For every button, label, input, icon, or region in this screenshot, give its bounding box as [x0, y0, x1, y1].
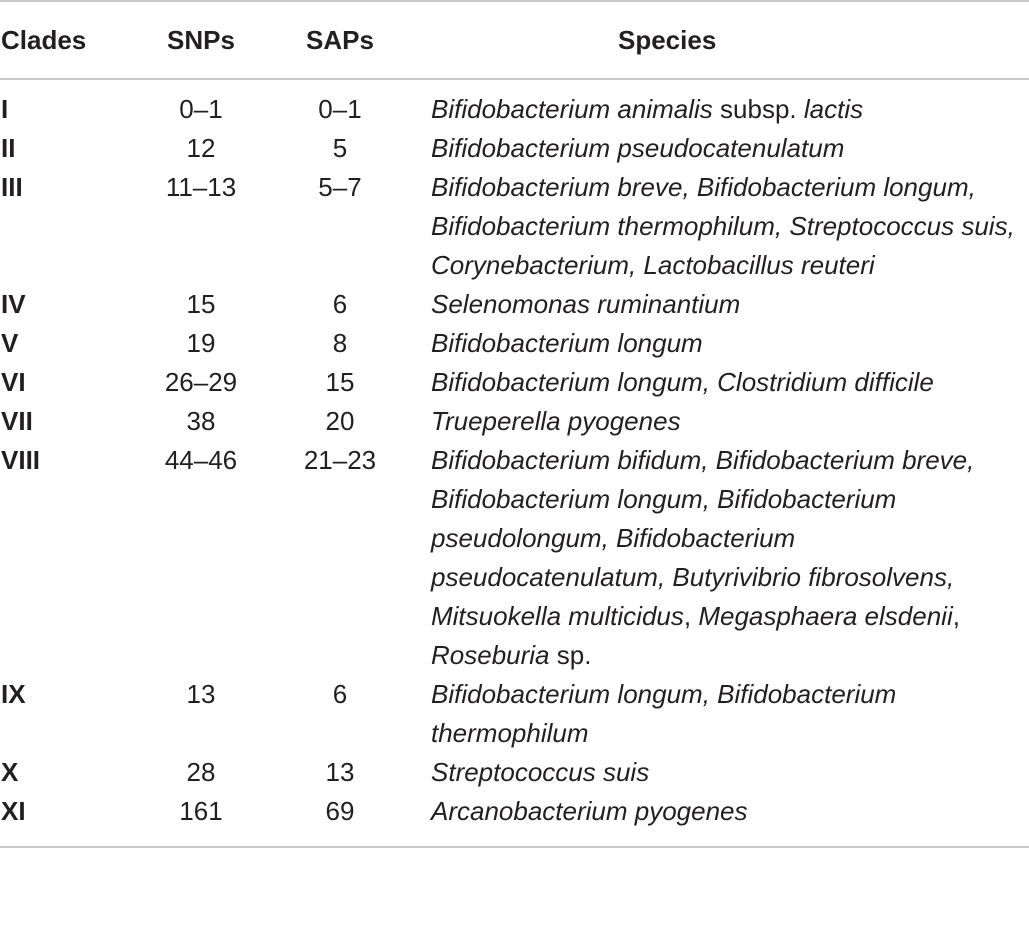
snps-cell: 12	[186, 133, 216, 163]
table-row	[0, 675, 1029, 753]
species-text: ,	[952, 601, 960, 631]
header-clades: Clades	[0, 1, 140, 79]
species-text: Bifidobacterium longum, Bifidobacterium thermophilum	[431, 679, 897, 748]
species-cell	[418, 402, 1029, 441]
saps-cell: 5	[332, 133, 348, 163]
species-text: Bifidobacterium bifidum, Bifidobacterium breve, Bifidobacterium longum, Bifidobacterium pseudolongum, Bifidobacterium pseudocatenulatum, Butyrivibrio fibrosolvens, Mitsuokella multicidus	[431, 445, 975, 631]
species-cell	[418, 79, 1029, 129]
header-saps: SAPs	[262, 1, 418, 79]
species-text: subsp.	[712, 94, 804, 124]
clade-cell: XI	[0, 792, 140, 847]
species-text: Trueperella pyogenes	[431, 406, 681, 436]
clade-cell: V	[1, 328, 19, 358]
species-cell	[418, 363, 1029, 402]
species-cell	[418, 324, 1029, 363]
species-cell	[418, 753, 1029, 792]
species-text: lactis	[803, 94, 864, 124]
species-cell	[418, 441, 1029, 675]
table-row	[0, 168, 1029, 285]
species-text: ,	[683, 601, 699, 631]
snps-cell: 0–1	[179, 94, 223, 124]
clade-cell: III	[1, 172, 23, 202]
table-row	[0, 324, 1029, 363]
saps-cell: 8	[332, 328, 348, 358]
species-cell	[418, 129, 1029, 168]
species-text: Megasphaera elsdenii	[698, 601, 953, 631]
snps-cell: 11–13	[165, 172, 237, 202]
species-text: Arcanobacterium pyogenes	[431, 796, 748, 826]
snps-cell: 19	[186, 328, 216, 358]
species-text: Bifidobacterium longum	[431, 328, 703, 358]
table-row	[0, 753, 1029, 792]
species-text: Roseburia	[431, 640, 550, 670]
snps-cell: 38	[186, 406, 216, 436]
snps-cell: 44–46	[164, 445, 238, 475]
saps-cell: 5–7	[318, 172, 362, 202]
clade-cell: VI	[1, 367, 26, 397]
snps-cell: 28	[186, 757, 216, 787]
species-text: Bifidobacterium pseudocatenulatum	[431, 133, 845, 163]
saps-cell: 6	[332, 679, 348, 709]
snps-cell: 26–29	[164, 367, 238, 397]
clade-cell: IV	[1, 289, 26, 319]
saps-cell: 69	[262, 792, 418, 847]
saps-cell: 6	[332, 289, 348, 319]
table-row	[0, 129, 1029, 168]
header-row	[0, 1, 1029, 79]
species-text: Selenomonas ruminantium	[431, 289, 741, 319]
table-body	[0, 79, 1029, 847]
species-text: Streptococcus suis	[431, 757, 650, 787]
species-cell	[418, 675, 1029, 753]
table-row	[0, 285, 1029, 324]
table-row	[0, 79, 1029, 129]
clade-cell: I	[1, 94, 9, 124]
saps-cell: 20	[325, 406, 355, 436]
table-row	[0, 363, 1029, 402]
table-header	[0, 1, 1029, 79]
clade-cell: IX	[1, 679, 26, 709]
species-text: Bifidobacterium breve, Bifidobacterium longum, Bifidobacterium thermophilum, Streptococcus suis, Corynebacterium, Lactobacillus reuteri	[431, 172, 1015, 280]
saps-cell: 21–23	[303, 445, 377, 475]
snps-cell: 13	[186, 679, 216, 709]
species-text: Bifidobacterium animalis	[431, 94, 713, 124]
saps-cell: 13	[325, 757, 355, 787]
species-cell	[418, 285, 1029, 324]
header-snps: SNPs	[140, 1, 262, 79]
saps-cell: 15	[325, 367, 355, 397]
snps-cell: 161	[140, 792, 262, 847]
table-row	[0, 441, 1029, 675]
species-text: sp.	[549, 640, 592, 670]
clade-cell: X	[1, 757, 19, 787]
clade-cell: VII	[1, 406, 33, 436]
table-row	[0, 792, 1029, 847]
clade-cell: II	[1, 133, 16, 163]
table-row	[0, 402, 1029, 441]
species-text: Bifidobacterium longum, Clostridium difficile	[431, 367, 934, 397]
snps-cell: 15	[186, 289, 216, 319]
species-cell	[418, 792, 1029, 847]
saps-cell: 0–1	[318, 94, 362, 124]
species-cell	[418, 168, 1029, 285]
header-species: Species	[418, 1, 1029, 79]
clade-cell: VIII	[1, 445, 41, 475]
